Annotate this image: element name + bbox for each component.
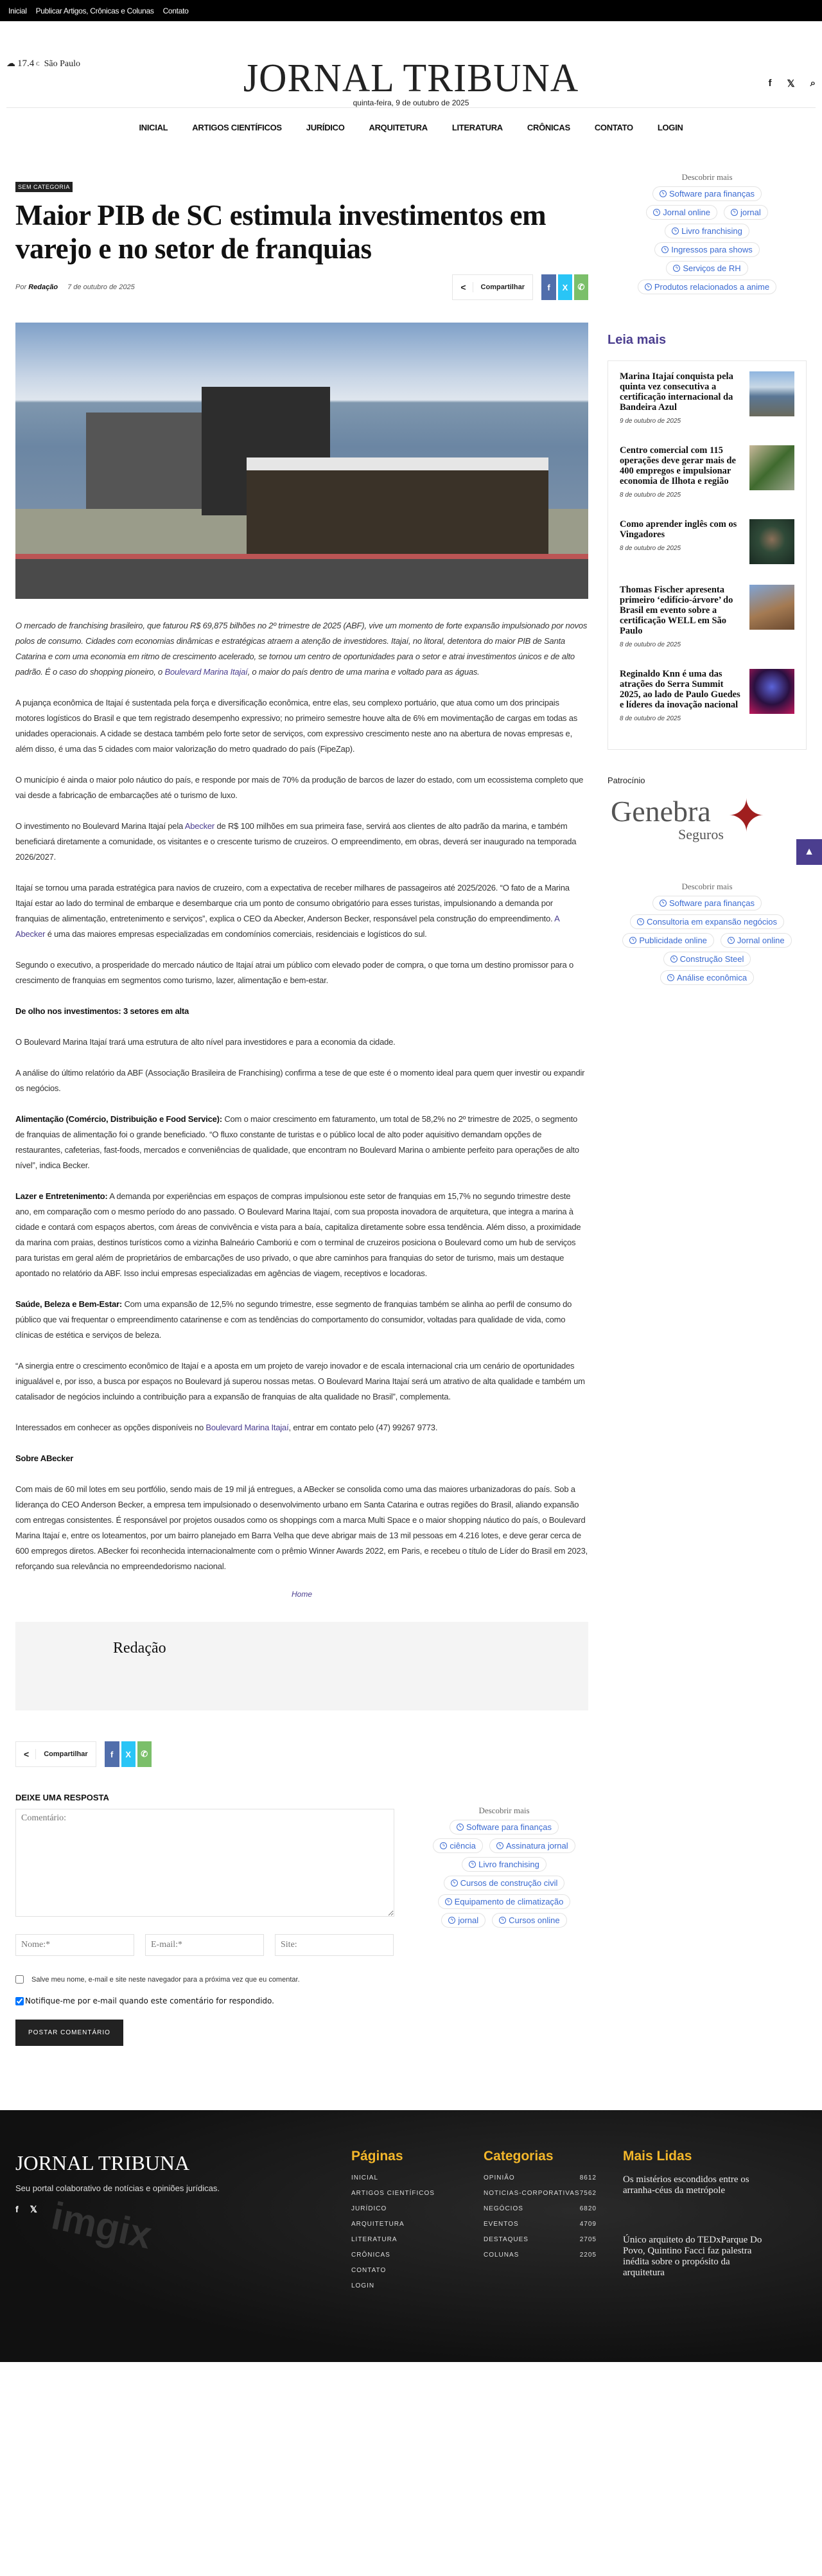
paragraph: Com mais de 60 mil lotes em seu portfólio, sendo mais de 19 mil já entregues, a ABecker se consolida como uma das maiores urbanizadoras do país. Sob a liderança do CEO Anderson Becker, a empresa tem impulsionado o desenvolvimento urbano em Santa Catarina e outras regiões do Brasil, aliando expansão com entregas consistentes. É responsável por projetos ousados como os shoppings com a marca Multi Space e o maior shopping náutico do país, o Boulevard Marina Itajaí e, entre os loteamentos, por um bairro planejado em Barra Velha que deve abrigar mais de 13 mil pessoas em 4.216 lotes, e deve gerar cerca de 600 empregos diretos. ABecker foi reconhecida internacionalmente com o prêmio Winner Awards 2022, em Paris, e recebeu o título de Líder do Brasil em 2023, reforçando sua relevância no empreendedorismo nacional.: [15, 1484, 588, 1571]
footer-page-link[interactable]: INICIAL: [351, 2174, 379, 2181]
save-info-label: Salve meu nome, e-mail e site neste navegador para a próxima vez que eu comentar.: [31, 1975, 300, 1984]
lead-paragraph: O mercado de franchising brasileiro, que faturou R$ 69,875 bilhões no 2º trimestre de 2025 (ABF), vive um momento de forte expansão impulsionado por novos polos de consumo. Cidades com economias dinâmicas e estratégicas atraem a atenção de investidores. Itajaí, no litoral, detentora do maior PIB de Santa Catarina e com uma economia em ritmo de crescimento acelerado, se tornou um centro de oportunidades para o setor e atrai investimentos únicos e de alto padrão. É o caso do shopping pioneiro, o Boulevard Marina Itajaí, o maior do país dentro de uma marina e voltado para as águas.: [15, 621, 588, 677]
discover-title: Descobrir mais: [478, 1806, 530, 1815]
bolt-icon: ϟ: [673, 265, 680, 272]
category-name: COLUNAS: [484, 2252, 520, 2259]
notify-checkbox[interactable]: [15, 1997, 24, 2005]
leia-item[interactable]: [620, 669, 794, 722]
paragraph: O investimento no Boulevard Marina Itajaí pela Abecker de R$ 100 milhões em sua primeira fase, servirá aos clientes de alto padrão da marina, e também beneficiará diretamente a comunidade, os visitantes e o crescente turismo de cruzeiros. O empreendimento, em obras, deverá ser inaugurado na temporada 2026/2027.: [15, 821, 577, 862]
main-nav: [0, 108, 822, 147]
share-whatsapp-button[interactable]: [574, 274, 588, 300]
discover-chip-label: Cursos de construção civil: [460, 1878, 558, 1888]
cloud-icon: ☁: [6, 59, 15, 69]
article-title: Maior PIB de SC estimula investimentos em varejo e no setor de franquias: [15, 199, 547, 265]
leia-item-title[interactable]: Reginaldo Knn é uma das atrações do Serra Summit 2025, ao lado de Paulo Guedes e líderes da inovação nacional: [620, 669, 740, 710]
bolt-icon: ϟ: [670, 955, 678, 963]
leia-item[interactable]: [620, 371, 794, 425]
leia-item-thumbnail[interactable]: [749, 519, 794, 564]
share-x-button[interactable]: [558, 274, 572, 300]
category-count: 2705: [579, 2236, 597, 2243]
leia-item-thumbnail[interactable]: [749, 371, 794, 416]
comment-form: [15, 1793, 394, 2046]
discover-chip-label: Software para finanças: [669, 898, 755, 908]
leia-item-date: 8 de outubro de 2025: [620, 715, 681, 722]
top-link-inicial[interactable]: Inicial: [8, 6, 27, 15]
nav-inicial[interactable]: INICIAL: [139, 122, 168, 132]
paragraph: Interessados em conhecer as opções disponíveis no Boulevard Marina Itajaí, entrar em contato pelo (47) 99267 9773.: [15, 1423, 438, 1432]
header-date: quinta-feira, 9 de outubro de 2025: [353, 98, 469, 107]
discover-chip[interactable]: [462, 1857, 547, 1872]
nav-contato[interactable]: CONTATO: [594, 122, 633, 132]
discover-chip[interactable]: [652, 186, 762, 201]
facebook-icon[interactable]: f: [768, 78, 772, 89]
footer-categories-title: Categorias: [484, 2149, 554, 2163]
sponsor-label: Patrocínio: [608, 776, 645, 785]
category-name: OPINIÃO: [484, 2174, 515, 2181]
footer-page-link[interactable]: LOGIN: [351, 2282, 375, 2289]
paragraph: “A sinergia entre o crescimento econômico de Itajaí e a aposta em um projeto de varejo inovador e de escala internacional cria um cenário de oportunidades inigualável e, por isso, a busca por espaços no Boulevard já superou nossas metas. O Boulevard Marina Itajaí será um atrativo de alta qualidade e também um catalisador de negócios incluindo a contribuição para a expansão de franquias de alta qualidade no Brasil”, complementa.: [15, 1361, 585, 1401]
paragraph: O Boulevard Marina Itajaí trará uma estrutura de alto nível para investidores e para a economia da cidade.: [15, 1037, 396, 1047]
category-count: 6820: [579, 2205, 597, 2212]
discover-chip-label: Serviços de RH: [683, 263, 741, 273]
footer-category-link[interactable]: [484, 2190, 597, 2205]
share-x-button[interactable]: [121, 1741, 136, 1767]
bolt-icon: ϟ: [496, 1842, 503, 1849]
bolt-icon: ϟ: [451, 1879, 458, 1887]
discover-chip-label: Jornal online: [737, 936, 785, 945]
discover-chip[interactable]: [630, 914, 784, 929]
nav-literatura[interactable]: LITERATURA: [451, 122, 503, 132]
bolt-icon: ϟ: [728, 937, 735, 944]
discover-chip-label: Construção Steel: [679, 954, 744, 964]
category-badge[interactable]: SEM CATEGORIA: [15, 182, 73, 192]
sector-paragraph: Saúde, Beleza e Bem-Estar: Com uma expansão de 12,5% no segundo trimestre, esse segmento de franquias também se alinha ao perfil de consumo do público que vai frequentar o empreendimento catarinense e com as tendências do comportamento do consumidor, voltadas para qualidade de vida, como clínicas de estética e serviços de beleza.: [15, 1299, 572, 1340]
top-link-contato[interactable]: Contato: [162, 6, 189, 15]
discover-chip-label: jornal: [740, 208, 761, 217]
discover-title: Descobrir mais: [681, 172, 733, 182]
footer-page-link[interactable]: CONTATO: [351, 2267, 387, 2274]
leia-item-title[interactable]: Como aprender inglês com os Vingadores: [620, 519, 737, 540]
sponsor-logo[interactable]: Genebra Seguros ✦: [611, 791, 765, 842]
share-bar: [452, 274, 588, 300]
x-icon[interactable]: 𝕏: [30, 2204, 37, 2214]
discover-chip[interactable]: [654, 242, 759, 257]
leia-item-thumbnail[interactable]: [749, 445, 794, 490]
discover-chip-label: Equipamento de climatização: [454, 1897, 564, 1906]
bolt-icon: ϟ: [660, 190, 667, 197]
discover-chip-label: Software para finanças: [466, 1822, 552, 1832]
share-button[interactable]: [15, 1741, 96, 1767]
discover-chip[interactable]: [652, 896, 762, 910]
footer-mais-item[interactable]: Os mistérios escondidos entre os arranha-céus da metrópole: [623, 2174, 749, 2196]
bolt-icon: ϟ: [469, 1861, 476, 1868]
category-count: 8612: [579, 2174, 597, 2181]
discover-chip[interactable]: [663, 952, 751, 966]
footer-page-link[interactable]: JURÍDICO: [351, 2205, 387, 2212]
comment-textarea[interactable]: [15, 1809, 394, 1917]
bolt-icon: ϟ: [661, 246, 669, 253]
leia-item-title[interactable]: Thomas Fischer apresenta primeiro ‘edifício-árvore’ do Brasil em evento sobre a certificação WELL em São Paulo: [620, 585, 733, 636]
paragraph: Segundo o executivo, a prosperidade do mercado náutico de Itajaí atrai um público com elevado poder de compra, o que torna um destino promissor para o crescimento de franquias em segmentos como turismo, lazer, alimentação e bem-estar.: [15, 960, 573, 985]
discover-chip-label: Ingressos para shows: [671, 245, 753, 254]
bolt-icon: ϟ: [637, 918, 644, 925]
discover-chip[interactable]: [666, 261, 748, 276]
facebook-icon: f: [110, 1749, 114, 1759]
bolt-icon: ϟ: [653, 209, 660, 216]
bolt-icon: ϟ: [440, 1842, 447, 1849]
subheading: Sobre ABecker: [15, 1453, 74, 1463]
bolt-icon: ϟ: [457, 1824, 464, 1831]
paragraph: Itajaí se tornou uma parada estratégica para navios de cruzeiro, com a expectativa de receber milhares de passageiros até 2025/2026. “O fato de a Marina Itajaí estar ao lado do terminal de embarque e desembarque cria um ponto de consumo obrigatório para esses turistas, impulsionando a demanda por franquias de alimentação, entretenimento e serviços”, explica o CEO da Abecker, Anderson Becker, responsável pela construção do empreendimento. A Abecker é uma das maiores empresas especializadas em condomínios comerciais, residenciais e logísticos do sul.: [15, 883, 570, 939]
sector-paragraph: Alimentação (Comércio, Distribuição e Food Service): Com o maior crescimento em faturamento, um total de 58,2% no 2º trimestre de 2025, o segmento de franquias de alimentação foi o grande beneficiado. “O fluxo constante de turistas e o público local de alto poder aquisitivo demandam opções de restaurantes, cafeterias, fast-foods, mercados e conveniências de qualidade, que encontram no Boulevard Marina o ambiente perfeito para operações de alto nível”, indica Becker.: [15, 1114, 579, 1170]
discover-chip-label: Livro franchising: [478, 1860, 539, 1869]
category-count: 7562: [579, 2190, 597, 2197]
leia-item-date: 8 de outubro de 2025: [620, 492, 681, 499]
article-body: [15, 618, 588, 1574]
footer-category-link[interactable]: [484, 2236, 597, 2252]
discover-chip-label: Livro franchising: [681, 226, 742, 236]
footer-page-link[interactable]: ARTIGOS CIENTÍFICOS: [351, 2190, 435, 2197]
discover-chip[interactable]: [450, 1820, 559, 1834]
footer-pages-title: Páginas: [351, 2149, 403, 2163]
bolt-icon: ϟ: [445, 1898, 452, 1905]
leia-item[interactable]: [620, 585, 794, 648]
notify-label: Notifique-me por e-mail quando este comentário for respondido.: [25, 1996, 274, 2005]
leia-item[interactable]: [620, 445, 794, 499]
discover-chip[interactable]: [660, 970, 754, 985]
leia-item-date: 9 de outubro de 2025: [620, 418, 681, 425]
discover-chip-label: Consultoria em expansão negócios: [646, 917, 778, 927]
discover-chip-label: Cursos online: [509, 1915, 560, 1925]
discover-chip[interactable]: [438, 1894, 571, 1909]
scroll-top-button[interactable]: [796, 839, 822, 865]
share-icon: <: [24, 1749, 36, 1759]
x-icon[interactable]: 𝕏: [787, 78, 795, 89]
footer-mais-title: Mais Lidas: [623, 2149, 692, 2163]
discover-chip[interactable]: [489, 1838, 575, 1853]
boulevard-link[interactable]: Boulevard Marina Itajaí: [164, 667, 248, 677]
footer-mais-lidas: [623, 2149, 771, 2317]
by-label: Por: [15, 283, 27, 291]
bolt-icon: ϟ: [667, 974, 674, 981]
sector-paragraph: Lazer e Entretenimento: A demanda por experiências em espaços de compras impulsionou este setor de franquias em 15,7% no segundo trimestre deste ano, em comparação com o mesmo período do ano passado. O Boulevard Marina Itajaí, com sua proposta inovadora de arquitetura, que integra a marina à cidade e contará com espaços abertos, com áreas de convivência e vista para a baía, capitaliza diretamente sobre essa tendência. Além disso, a proximidade da marina com praias, destinos turísticos como a vizinha Balneário Camboriú e com o terminal de cruzeiros posiciona o Boulevard como um hub de serviços para turistas em geral além de proprietários de embarcações de uso privado, o que abre caminhos para franquias do setor de turismo, mais um destaque apontado no relatório da ABF. Isso inclui empresas especializadas em agências de viagem, receptivos e locadoras.: [15, 1191, 581, 1278]
watermark: imgix: [48, 2194, 155, 2257]
whatsapp-icon: ✆: [141, 1749, 148, 1759]
discover-chip[interactable]: [622, 933, 714, 948]
category-name: NEGÓCIOS: [484, 2205, 523, 2212]
leia-item[interactable]: [620, 519, 794, 564]
share-label: Compartilhar: [480, 283, 525, 291]
discover-chip-label: Publicidade online: [639, 936, 707, 945]
category-name: DESTAQUES: [484, 2236, 529, 2243]
discover-chip[interactable]: [665, 224, 749, 238]
category-name: EVENTOS: [484, 2221, 519, 2228]
top-link-publicar[interactable]: Publicar Artigos, Crônicas e Colunas: [35, 6, 154, 15]
discover-more-inline: [420, 1806, 588, 2046]
nav-juridico[interactable]: JURÍDICO: [306, 122, 345, 132]
sidebar: [608, 166, 807, 2046]
discover-chip-label: ciência: [450, 1841, 476, 1851]
share-icon: <: [460, 282, 473, 292]
footer-description: Seu portal colaborativo de notícias e opiniões jurídicas.: [15, 2183, 220, 2193]
leia-item-date: 8 de outubro de 2025: [620, 641, 681, 648]
leia-item-thumbnail[interactable]: [749, 585, 794, 630]
x-icon: X: [125, 1749, 131, 1759]
footer-page-link[interactable]: CRÔNICAS: [351, 2252, 390, 2259]
discover-more-top: [608, 172, 807, 294]
abecker-link[interactable]: Abecker: [184, 821, 215, 831]
abecker-link-2[interactable]: A Abecker: [15, 914, 559, 939]
share-whatsapp-button[interactable]: [137, 1741, 152, 1767]
paragraph: O município é ainda o maior polo náutico do país, e responde por mais de 70% da produção de barcos de lazer do estado, com um ecossistema completo que vai desde a fabricação de embarcações até o turismo de luxo.: [15, 775, 584, 800]
footer-page-link[interactable]: ARQUITETURA: [351, 2221, 405, 2228]
x-icon: X: [562, 282, 568, 292]
weather-city: São Paulo: [44, 58, 80, 69]
boulevard-link-2[interactable]: Boulevard Marina Itajaí: [206, 1423, 289, 1432]
comment-heading: DEIXE UMA RESPOSTA: [15, 1793, 109, 1802]
nav-arquitetura[interactable]: ARQUITETURA: [369, 122, 428, 132]
author-box-name[interactable]: Redação: [113, 1640, 166, 1657]
footer-category-link[interactable]: [484, 2174, 597, 2190]
discover-chip-label: jornal: [458, 1915, 479, 1925]
notify-checkbox-row[interactable]: [15, 1996, 394, 2005]
bolt-icon: ϟ: [672, 227, 679, 235]
footer-mais-item[interactable]: Único arquiteto do TEDxParque Do Povo, Quintino Facci faz palestra inédita sobre o propósito da arquitetura: [623, 2235, 762, 2278]
arrow-up-icon: ▲: [804, 846, 814, 857]
nav-cronicas[interactable]: CRÔNICAS: [527, 122, 570, 132]
share-button[interactable]: [452, 274, 533, 300]
weather-temp: 17.4: [17, 58, 35, 69]
name-field[interactable]: [15, 1934, 134, 1956]
site-field[interactable]: [275, 1934, 394, 1956]
leia-mais-widget: [608, 333, 807, 750]
discover-chip[interactable]: [724, 205, 768, 220]
discover-chip-label: Jornal online: [663, 208, 710, 217]
leia-item-title[interactable]: Centro comercial com 115 operações deve gerar mais de 400 empregos e impulsionar economia de Ilhota e região: [620, 445, 736, 486]
share-facebook-button[interactable]: [105, 1741, 119, 1767]
category-count: 4709: [579, 2221, 597, 2228]
search-icon[interactable]: ⌕: [810, 78, 816, 89]
leia-item-thumbnail[interactable]: [749, 669, 794, 714]
bolt-icon: ϟ: [660, 900, 667, 907]
category-name: NOTICIAS-CORPORATIVAS: [484, 2190, 580, 2197]
share-label: Compartilhar: [44, 1750, 88, 1758]
discover-chip[interactable]: [646, 205, 717, 220]
paragraph: A pujança econômica de Itajaí é sustentada pela força e diversificação econômica, entre elas, seu complexo portuário, que atua como um dos principais motores logísticos do Brasil e que tem registrado desempenho expressivo; no primeiro semestre houve alta de 6% em movimentação de cargas em todas as unidades operacionais. A cidade se destaca também pelo forte setor de serviços, com expressivo crescimento neste ano na abertura de novas empresas e, além disso, é uma das 5 cidades com maior valorização do metro quadrado do país (FipeZap).: [15, 698, 578, 754]
weather-unit: C: [36, 61, 40, 67]
facebook-icon[interactable]: f: [15, 2204, 19, 2214]
footer-category-link[interactable]: [484, 2221, 597, 2236]
footer-category-link[interactable]: [484, 2252, 597, 2267]
home-link[interactable]: Home: [291, 1590, 312, 1599]
article-main: [15, 166, 588, 2046]
author-link[interactable]: Redação: [28, 283, 58, 291]
footer-logo[interactable]: JORNAL TRIBUNA: [15, 2151, 190, 2174]
discover-chip-label: Análise econômica: [676, 973, 748, 982]
discover-title: Descobrir mais: [681, 882, 733, 891]
site-logo[interactable]: JORNAL TRIBUNA: [243, 55, 579, 100]
discover-chip[interactable]: [721, 933, 792, 948]
discover-chip-label: Assinatura jornal: [505, 1841, 568, 1851]
discover-chip[interactable]: [638, 280, 776, 294]
subheading: De olho nos investimentos: 3 setores em alta: [15, 1006, 189, 1016]
leia-mais-title: Leia mais: [608, 333, 667, 347]
whatsapp-icon: ✆: [577, 282, 585, 292]
discover-chip[interactable]: [492, 1913, 567, 1928]
bolt-icon: ϟ: [499, 1917, 506, 1924]
paragraph: A análise do último relatório da ABF (Associação Brasileira de Franchising) confirma a tese de que este é o momento ideal para quem quer investir ou expandir os negócios.: [15, 1068, 585, 1093]
discover-chip-label: Produtos relacionados a anime: [654, 282, 770, 292]
site-header: [6, 21, 816, 108]
category-count: 2205: [579, 2252, 597, 2259]
nav-artigos[interactable]: ARTIGOS CIENTÍFICOS: [192, 122, 282, 132]
discover-chip[interactable]: [433, 1838, 482, 1853]
footer-categories: [484, 2149, 597, 2267]
discover-more-mid: [608, 882, 807, 985]
leia-item-date: 8 de outubro de 2025: [620, 545, 681, 552]
bolt-icon: ϟ: [629, 937, 636, 944]
share-facebook-button[interactable]: [541, 274, 556, 300]
article-meta: [15, 283, 135, 291]
discover-chip[interactable]: [441, 1913, 485, 1928]
save-info-checkbox-row[interactable]: [15, 1975, 394, 1984]
author-box: [15, 1622, 588, 1710]
discover-chip[interactable]: [444, 1876, 565, 1890]
nav-login[interactable]: LOGIN: [657, 122, 683, 132]
discover-chip-label: Software para finanças: [669, 189, 755, 199]
top-bar: [0, 0, 822, 21]
site-footer: [0, 2110, 822, 2362]
bottom-share-bar: [15, 1741, 588, 1767]
leia-item-title[interactable]: Marina Itajaí conquista pela quinta vez consecutiva a certificação internacional da Bandeira Azul: [620, 371, 733, 413]
email-field[interactable]: [145, 1934, 264, 1956]
post-comment-button[interactable]: POSTAR COMENTÁRIO: [15, 2020, 123, 2046]
facebook-icon: f: [547, 282, 550, 292]
footer-category-link[interactable]: [484, 2205, 597, 2221]
footer-pages: [351, 2149, 435, 2298]
save-info-checkbox[interactable]: [15, 1975, 24, 1984]
sponsor-star-icon: ✦: [727, 791, 765, 841]
footer-page-link[interactable]: LITERATURA: [351, 2236, 398, 2243]
bolt-icon: ϟ: [645, 283, 652, 290]
bolt-icon: ϟ: [448, 1917, 455, 1924]
hero-image: [15, 323, 588, 599]
bolt-icon: ϟ: [731, 209, 738, 216]
article-date: 7 de outubro de 2025: [67, 283, 135, 291]
